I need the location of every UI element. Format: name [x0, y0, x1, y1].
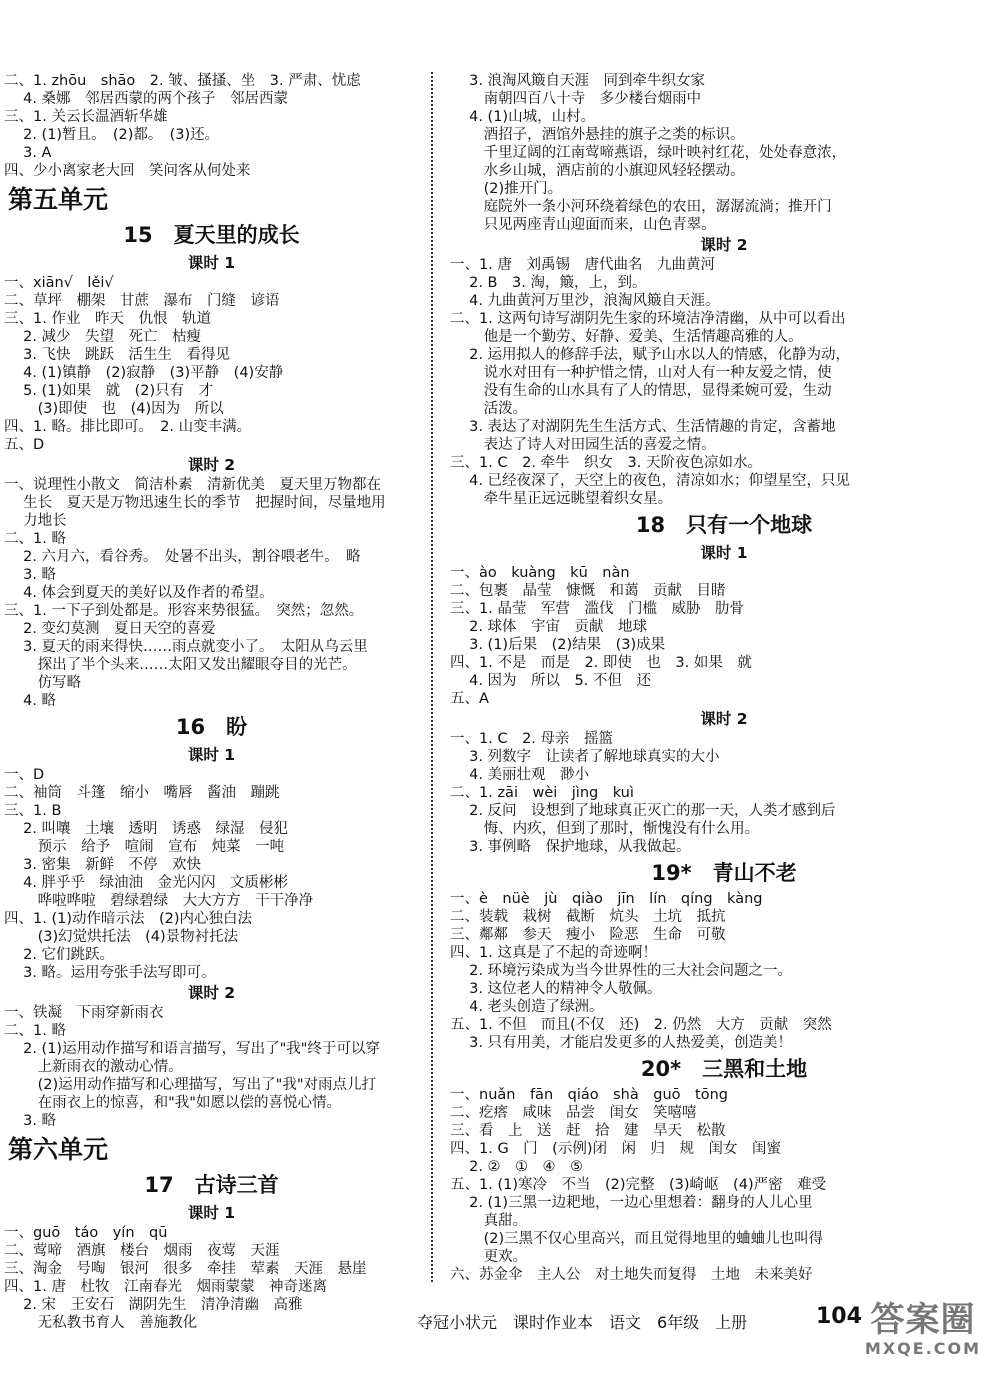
answer-line: 三、1. 一下子到处都是。形容来势很猛。 突然；忽然。: [4, 603, 364, 619]
answer-line: 3. 飞快 跳跃 活生生 看得见: [4, 347, 231, 363]
lesson15-period1-title: 课时 1: [187, 254, 236, 272]
answer-line: 三、1. C 2. 牵牛 织女 3. 天阶夜色凉如水。: [450, 455, 762, 471]
lesson16-period1-title: 课时 1: [187, 746, 236, 764]
answer-line: 4. 略: [4, 693, 57, 709]
answer-line: 哗啦哗啦 碧绿碧绿 大大方方 干干净净: [4, 893, 314, 909]
lesson20-title: 20* 三黑和土地: [640, 1057, 808, 1081]
lesson20-answers: [450, 1086, 998, 1284]
answer-line: 三、1. B: [4, 803, 62, 819]
answer-line: 三、看 上 送 赶 拾 建 旱天 松散: [450, 1123, 726, 1139]
answer-line: 2. 宋 王安石 湖阴先生 清净清幽 高雅: [4, 1297, 303, 1313]
answer-line: 四、1. (1)动作暗示法 (2)内心独白法: [4, 911, 253, 927]
watermark-logo: [848, 1300, 998, 1372]
answer-line: 4. 美丽壮观 渺小: [450, 767, 590, 783]
answer-line: 一、1. 唐 刘禹锡 唐代曲名 九曲黄河: [450, 257, 715, 273]
answer-line: 在雨衣上的惊喜，和"我"如愿以偿的喜悦心情。: [4, 1095, 341, 1111]
answer-line: 无私教书育人 善施教化: [4, 1315, 198, 1331]
answer-line: 二、装载 栽树 截断 炕头 土坑 抵抗: [450, 909, 726, 925]
answer-line: 三、1. 作业 昨天 仇恨 轨道: [4, 311, 211, 327]
lesson17-period1-answers-continued: [450, 72, 998, 234]
answer-line: 没有生命的山水具有了人的情思，显得柔婉可爱，生动: [450, 383, 832, 399]
answer-line: 3. 列数字 让读者了解地球真实的大小: [450, 749, 720, 765]
lesson17-period2-answers: [450, 256, 998, 508]
lesson16-period2-answers: [4, 1004, 419, 1130]
lesson18-period2-answers: [450, 730, 998, 856]
lesson16-period2-title: 课时 2: [187, 984, 236, 1002]
lesson15-period1-answers: [4, 274, 419, 454]
answer-line: 2. 环境污染成为当今世界性的三大社会问题之一。: [450, 963, 793, 979]
answer-line: 3. 这位老人的精神令人敬佩。: [450, 981, 662, 997]
answer-line: 二、包裹 晶莹 慷慨 和蔼 贡献 目睹: [450, 583, 726, 599]
answer-line: 三、淘金 号啕 银河 很多 牵挂 荤素 天涯 悬崖: [4, 1261, 367, 1277]
answer-line: 二、1. 略: [4, 1023, 66, 1039]
answer-line: 五、D: [4, 437, 45, 453]
answer-line: 南朝四百八十寺 多少楼台烟雨中: [450, 91, 702, 107]
answer-line: (2)运用动作描写和心理描写，写出了"我"对雨点儿打: [4, 1077, 376, 1093]
answer-line: 水乡山城，酒店前的小旗迎风轻轻摆动。: [450, 163, 745, 179]
answer-line: 力地长: [4, 513, 67, 529]
answer-line: 探出了半个头来……太阳又发出耀眼夺目的光芒。: [4, 657, 357, 673]
answer-line: 2. 它们跳跃。: [4, 947, 115, 963]
lesson14-answers: [4, 72, 419, 180]
answer-line: 只见两座青山迎面而来，山色青翠。: [450, 217, 716, 233]
answer-line: 真甜。: [450, 1213, 528, 1229]
lesson19-answers: [450, 890, 998, 1052]
answer-line: 2. B 3. 淘，簸，上，到。: [450, 275, 647, 291]
answer-line: (2)推开门。: [450, 181, 563, 197]
answer-line: 2. 变幻莫测 夏日天空的喜爱: [4, 621, 216, 637]
answer-line: 二、莺啼 酒旗 楼台 烟雨 夜莺 天涯: [4, 1243, 280, 1259]
lesson18-period1-title: 课时 1: [700, 544, 748, 562]
answer-line: 五、1. 不但 而且(不仅 还) 2. 仍然 大方 贡献 突然: [450, 1017, 832, 1033]
answer-line: 2. 叫嚷 土壤 透明 诱惑 绿湿 侵犯: [4, 821, 289, 837]
answer-line: 四、1. 这真是了不起的奇迹啊！: [450, 945, 657, 961]
answer-line: 二、1. 略: [4, 531, 66, 547]
answer-line: 五、A: [450, 691, 489, 707]
answer-line: 表达了诗人对田园生活的喜爱之情。: [450, 437, 716, 453]
answer-line: 他是一个勤劳、好静、爱美、生活情趣高雅的人。: [450, 329, 803, 345]
answer-line: 三、鄰鄰 参天 瘦小 险恶 生命 可敬: [450, 927, 726, 943]
unit6-title: 第六单元: [8, 1135, 109, 1164]
answer-line: 2. (1)运用动作描写和语言描写，写出了"我"终于可以穿: [4, 1041, 380, 1057]
answer-line: 一、è nüè jù qiào jīn lín qíng kàng: [450, 891, 763, 907]
page-number: 104: [816, 1304, 862, 1329]
lesson17-period1-title: 课时 1: [187, 1204, 236, 1222]
answer-line: 一、铁凝 下雨穿新雨衣: [4, 1005, 164, 1021]
answer-line: 3. 略。运用夸张手法写即可。: [4, 965, 216, 981]
lesson15-period2-title: 课时 2: [187, 456, 236, 474]
answer-line: 2. 减少 失望 死亡 枯瘦: [4, 329, 202, 345]
answer-line: 一、xiān√ lěi√: [4, 275, 114, 291]
answer-line: 一、说理性小散文 简洁朴素 清新优美 夏天里万物都在: [4, 477, 381, 493]
answer-line: 二、1. zāi wèi jìng kuì: [450, 785, 634, 801]
left-column: [4, 72, 419, 1332]
lesson15-title: 15 夏天里的成长: [123, 223, 300, 247]
answer-line: 四、少小离家老大回 笑问客从何处来: [4, 163, 251, 179]
answer-line: 二、疙瘩 咸味 品尝 闺女 笑嘻嘻: [450, 1105, 697, 1121]
answer-line: (2)三黑不仅心里高兴，而且觉得地里的蛐蛐儿也叫得: [450, 1231, 824, 1247]
lesson17-title: 17 古诗三首: [144, 1173, 279, 1197]
book-title: 夺冠小状元 课时作业本 语文 6年级 上册: [417, 1313, 748, 1332]
answer-line: 一、1. C 2. 母亲 摇篮: [450, 731, 614, 747]
answer-line: 一、ào kuàng kū nàn: [450, 565, 630, 581]
answer-line: 2. (1)三黑一边耙地，一边心里想着：翻身的人儿心里: [450, 1195, 813, 1211]
answer-line: 3. 浪淘风簸自天涯 同到牵牛织女家: [450, 73, 706, 89]
answer-line: 预示 给予 喧闹 宣布 炖菜 一吨: [4, 839, 285, 855]
answer-line: 4. (1)镇静 (2)寂静 (3)平静 (4)安静: [4, 365, 284, 381]
answer-line: 四、1. 唐 杜牧 江南春光 烟雨蒙蒙 神奇迷离: [4, 1279, 327, 1295]
answer-line: 一、nuǎn fān qiáo shà guō tōng: [450, 1087, 728, 1103]
answer-line: (3)幻觉烘托法 (4)景物衬托法: [4, 929, 239, 945]
answer-line: 3. 只有用美，才能启发更多的人热爱美，创造美！: [450, 1035, 793, 1051]
lesson18-period2-title: 课时 2: [700, 710, 748, 728]
answer-line: 4. 九曲黄河万里沙，浪淘风簸自天涯。: [450, 293, 720, 309]
answer-line: 2. 反问 设想到了地球真正灭亡的那一天，人类才感到后: [450, 803, 836, 819]
answer-line: 2. (1)暂且。 (2)都。 (3)还。: [4, 127, 220, 143]
answer-line: 2. 球体 宇宙 贡献 地球: [450, 619, 648, 635]
answer-line: 4. 老头创造了绿洲。: [450, 999, 604, 1015]
lesson16-title: 16 盼: [175, 715, 248, 739]
answer-line: 4. 已经夜深了，天空上的夜色，清凉如水；仰望星空，只见: [450, 473, 851, 489]
answer-line: 3. (1)后果 (2)结果 (3)成果: [450, 637, 666, 653]
answer-line: 六、苏金伞 主人公 对土地失而复得 土地 未来美好: [450, 1267, 813, 1283]
answer-line: 3. 略: [4, 1113, 57, 1129]
lesson18-period1-answers: [450, 564, 998, 708]
answer-line: 说水对田有一种护惜之情，山对人有一种友爱之情，使: [450, 365, 832, 381]
answer-line: 三、1. 晶莹 军营 滥伐 门槛 威胁 肋骨: [450, 601, 744, 617]
answer-line: 牵牛星正远远眺望着织女星。: [450, 491, 673, 507]
answer-line: 4. 胖乎乎 绿油油 金光闪闪 文质彬彬: [4, 875, 289, 891]
answer-line: (3)即使 也 (4)因为 所以: [4, 401, 224, 417]
answer-line: 上新雨衣的激动心情。: [4, 1059, 183, 1075]
answer-line: 3. 略: [4, 567, 57, 583]
lesson18-title: 18 只有一个地球: [635, 513, 813, 537]
answer-line: 千里辽阔的江南莺啼燕语，绿叶映衬红花，处处春意浓，: [450, 145, 847, 161]
answer-line: 二、1. 这两句诗写湖阴先生家的环境洁净清幽，从中可以看出: [450, 311, 846, 327]
answer-line: 更欢。: [450, 1249, 528, 1265]
answer-line: 2. ② ① ④ ⑤: [450, 1159, 584, 1175]
answer-line: 5. (1)如果 就 (2)只有 才: [4, 383, 214, 399]
answer-line: 生长 夏天是万物迅速生长的季节 把握时间，尽量地用: [4, 495, 386, 511]
answer-line: 酒招子，酒馆外悬挂的旗子之类的标识。: [450, 127, 745, 143]
page-footer: [0, 1300, 1000, 1358]
answer-line: 仿写略: [4, 675, 82, 691]
answer-line: 一、D: [4, 767, 45, 783]
right-column: [450, 72, 998, 1284]
lesson17-period2-title: 课时 2: [700, 236, 748, 254]
answer-line: 一、guō táo yín qū: [4, 1225, 168, 1241]
answer-line: 4. 桑娜 邻居西蒙的两个孩子 邻居西蒙: [4, 91, 289, 107]
answer-line: 活泼。: [450, 401, 528, 417]
answer-line: 3. A: [4, 145, 52, 161]
answer-line: 2. 运用拟人的修辞手法，赋予山水以人的情感，化静为动，: [450, 347, 851, 363]
column-divider: [431, 72, 433, 1282]
answer-line: 四、1. 略。排比即可。 2. 山变丰满。: [4, 419, 252, 435]
answer-line: 四、1. 不是 而是 2. 即使 也 3. 如果 就: [450, 655, 752, 671]
answer-line: 二、草坪 棚架 甘蔗 瀑布 门缝 谚语: [4, 293, 280, 309]
lesson19-title: 19* 青山不老: [651, 861, 797, 885]
answer-line: 4. 体会到夏天的美好以及作者的希望。: [4, 585, 274, 601]
lesson16-period1-answers: [4, 766, 419, 982]
answer-line: 3. 表达了对湖阴先生生活方式、生活情趣的肯定，含蓄地: [450, 419, 836, 435]
answer-line: 五、1. (1)寒冷 不当 (2)完整 (3)崎岖 (4)严密 难受: [450, 1177, 827, 1193]
answer-line: 悔、内疚，但到了那时，惭愧没有什么用。: [450, 821, 760, 837]
lesson15-period2-answers: [4, 476, 419, 710]
answer-line: 庭院外一条小河环绕着绿色的农田，潺潺流淌；推开门: [450, 199, 832, 215]
answer-line: 3. 夏天的雨来得快……雨点就变小了。 太阳从乌云里: [4, 639, 368, 655]
answer-line: 四、1. G 门 (示例)闭 闲 归 规 闺女 闺蜜: [450, 1141, 781, 1157]
answer-line: 3. 密集 新鲜 不停 欢快: [4, 857, 202, 873]
answer-line: 4. (1)山城，山村。: [450, 109, 596, 125]
watermark-url: MXQE.COM: [864, 1339, 982, 1358]
answer-line: 二、袖筒 斗篷 缩小 嘴唇 酱油 蹦跳: [4, 785, 280, 801]
answer-line: 2. 六月六，看谷秀。 处暑不出头，割谷喂老牛。 略: [4, 549, 361, 565]
answer-line: 二、1. zhōu shāo 2. 皱、搔搔、坐 3. 严肃、忧虑: [4, 73, 361, 89]
answer-line: 3. 事例略 保护地球，从我做起。: [450, 839, 691, 855]
watermark-text: 答案圈: [870, 1300, 976, 1340]
answer-line: 4. 因为 所以 5. 不但 还: [450, 673, 651, 689]
unit5-title: 第五单元: [8, 185, 109, 214]
answer-line: 三、1. 关云长温酒斩华雄: [4, 109, 168, 125]
